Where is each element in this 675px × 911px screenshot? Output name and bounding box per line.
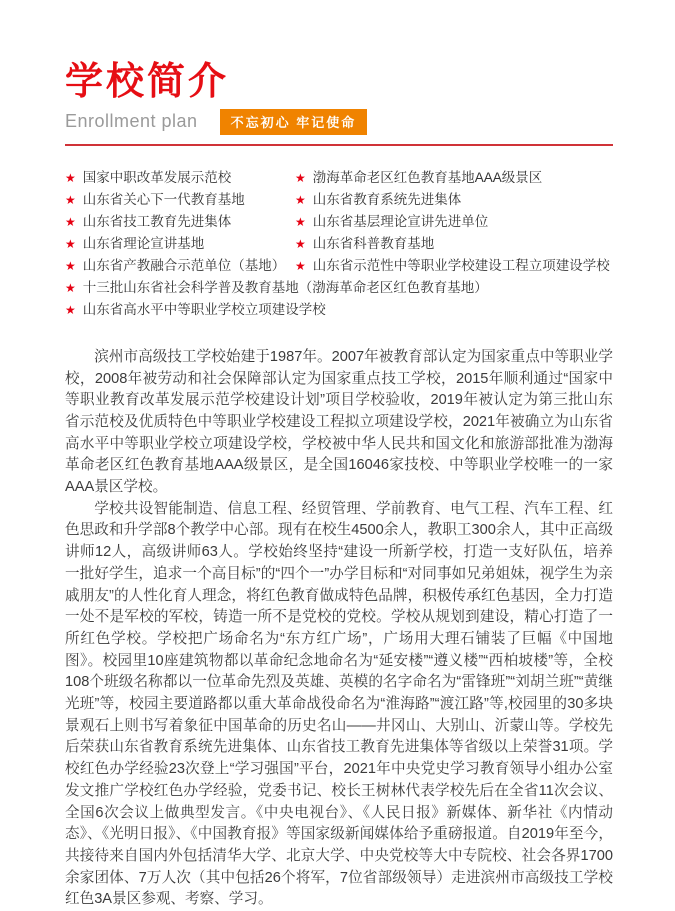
- honor-item: [65, 299, 326, 321]
- motto-badge: 不忘初心 牢记使命: [220, 109, 368, 135]
- honor-row: [65, 233, 613, 255]
- honor-item: [295, 189, 613, 211]
- star-icon: ★: [65, 302, 76, 317]
- honor-label: 渤海革命老区红色教育基地AAA级景区: [312, 169, 543, 185]
- honor-item: [295, 211, 613, 233]
- star-icon: ★: [295, 236, 306, 251]
- honor-row: [65, 211, 613, 233]
- intro-paragraph-details: 学校共设智能制造、信息工程、经贸管理、学前教育、电气工程、汽车工程、红色思政和升学部8个教学中心部。现有在校生4500余人，教职工300余人，其中正高级讲师12人，高级讲师63人。学校始终坚持“建设一所新学校，打造一支好队伍，培养一批好学生，追求一个高目标”的“四个一”办学目标和“对同事如兄弟姐妹，视学生为亲戚朋友”的人性化育人理念，将红色教育做成特色品牌，积极传承红色基因，全力打造一处不是军校的军校，铸造一所不是党校的党校。学校从规划到建设，精心打造了一所红色学校。学校把广场命名为“东方红广场”，广场用大理石铺装了巨幅《中国地图》。校园里10座建筑物都以革命纪念地命名为“延安楼”“遵义楼”“西柏坡楼”等，全校108个班级名称都以一位革命先烈及英雄、英模的名字命名为“雷锋班”“刘胡兰班”“黄继光班”等，校园主要道路都以重大革命战役命名为“淮海路”“渡江路”等,校园里的30多块景观石上则书写着象征中国革命的历史名山——井冈山、大别山、沂蒙山等。学校先后荣获山东省教育系统先进集体、山东省技工教育先进集体等省级以上荣誉31项。学校红色办学经验23次登上“学习强国”平台，2021年中央党史学习教育领导小组办公室发文推广学校红色办学经验，党委书记、校长王树林代表学校先后在全省11次会议、全国6次会议上做典型发言。《中央电视台》、《人民日报》新媒体、新华社《内情动态》、《光明日报》、《中国教育报》等国家级新闻媒体给予重磅报道。自2019年至今，共接待来自国内外包括清华大学、北京大学、中央党校等大中专院校、社会各界1700余家团体、7万人次（其中包括26个将军，7位省部级领导）走进滨州市高级技工学校红色3A景区参观、考察、学习。: [65, 500, 613, 908]
- header: [65, 62, 613, 146]
- star-icon: ★: [65, 280, 76, 295]
- header-divider: [65, 144, 613, 146]
- star-icon: ★: [295, 258, 306, 273]
- honor-item: [295, 233, 613, 255]
- honors-list: [65, 167, 613, 321]
- honor-label: 山东省产教融合示范单位（基地）: [82, 257, 286, 273]
- honor-item: [65, 167, 295, 189]
- honor-item: [65, 277, 488, 299]
- honor-item: [295, 167, 613, 189]
- star-icon: ★: [65, 192, 76, 207]
- star-icon: ★: [295, 192, 306, 207]
- honor-label: 山东省教育系统先进集体: [312, 191, 462, 207]
- honor-row: [65, 167, 613, 189]
- honor-label: 山东省理论宣讲基地: [82, 235, 205, 251]
- honor-label: 山东省示范性中等职业学校建设工程立项建设学校: [312, 257, 610, 273]
- star-icon: ★: [295, 170, 306, 185]
- star-icon: ★: [65, 214, 76, 229]
- honor-item: [65, 189, 295, 211]
- header-sub-row: [65, 109, 613, 135]
- honor-row: [65, 189, 613, 211]
- honor-row: [65, 277, 613, 299]
- honor-label: 山东省技工教育先进集体: [82, 213, 232, 229]
- honor-row: [65, 255, 613, 277]
- honor-label: 国家中职改革发展示范校: [82, 169, 232, 185]
- honor-label: 山东省关心下一代教育基地: [82, 191, 245, 207]
- page-title: 学校简介: [65, 61, 230, 103]
- star-icon: ★: [65, 236, 76, 251]
- star-icon: ★: [295, 214, 306, 229]
- star-icon: ★: [65, 258, 76, 273]
- honor-label: 山东省科普教育基地: [312, 235, 435, 251]
- school-introduction-body: [65, 347, 613, 911]
- page-subtitle: Enrollment plan: [65, 111, 198, 132]
- honor-label: 十三批山东省社会科学普及教育基地（渤海革命老区红色教育基地）: [82, 279, 488, 295]
- honor-item: [65, 255, 295, 277]
- honor-label: 山东省基层理论宣讲先进单位: [312, 213, 489, 229]
- honor-item: [65, 211, 295, 233]
- star-icon: ★: [65, 170, 76, 185]
- intro-paragraph-history: 滨州市高级技工学校始建于1987年。2007年被教育部认定为国家重点中等职业学校，2008年被劳动和社会保障部认定为国家重点技工学校，2015年顺利通过“国家中等职业教育改革发展示范学校建设计划”项目学校验收，2019年被认定为第三批山东省示范校及优质特色中等职业学校建设工程拟立项建设学校，2021年被确立为山东省高水平中等职业学校立项建设学校，学校被中华人民共和国文化和旅游部批准为渤海革命老区红色教育基地AAA级景区，是全国16046家技校、中等职业学校唯一的一家AAA景区学校。: [65, 348, 613, 496]
- honor-item: [65, 233, 295, 255]
- honor-label: 山东省高水平中等职业学校立项建设学校: [82, 301, 326, 317]
- honor-item: [295, 255, 613, 277]
- honor-row: [65, 299, 613, 321]
